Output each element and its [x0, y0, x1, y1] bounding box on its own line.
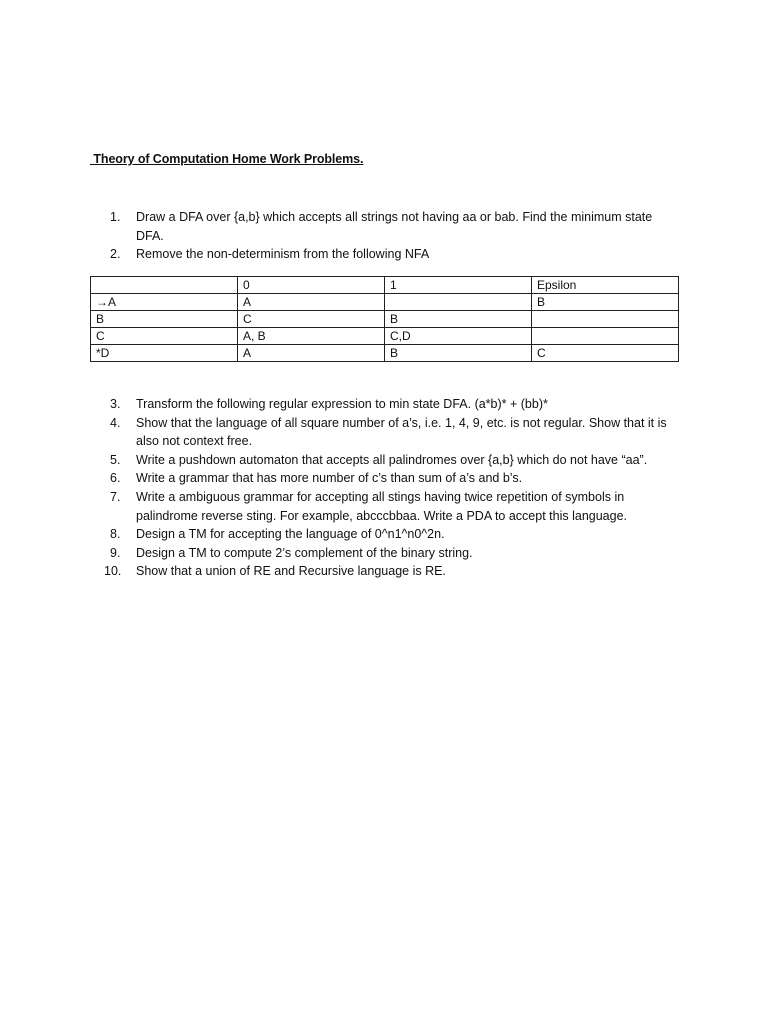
- table-cell: [532, 311, 679, 328]
- table-cell: B: [532, 294, 679, 311]
- document-title: Theory of Computation Home Work Problems.: [90, 152, 364, 166]
- nfa-transition-table: [90, 276, 679, 362]
- problem-item: [104, 562, 680, 581]
- problem-item: [110, 544, 680, 563]
- problem-item: [110, 525, 680, 544]
- table-cell: A, B: [238, 328, 385, 345]
- problem-text: Design a TM for accepting the language of 0^n1^n0^2n.: [136, 527, 445, 542]
- table-cell: C: [91, 328, 238, 345]
- problem-text: Write a grammar that has more number of c’s than sum of a’s and b’s.: [136, 471, 523, 486]
- problem-number: 6.: [110, 471, 121, 486]
- problem-number: 5.: [110, 452, 121, 467]
- problem-text: Draw a DFA over {a,b} which accepts all strings not having aa or bab. Find the minimum state DFA.: [136, 210, 653, 243]
- table-cell: →A: [91, 294, 238, 311]
- table-cell: A: [238, 345, 385, 362]
- table-row: [91, 311, 679, 328]
- table-header-cell: [91, 277, 238, 294]
- problem-number: 8.: [110, 527, 121, 542]
- table-header-cell: Epsilon: [532, 277, 679, 294]
- problem-number: 3.: [110, 397, 121, 411]
- problem-item: [110, 245, 680, 264]
- problem-text: Transform the following regular expression to min state DFA. (a*b)* + (bb)*: [136, 397, 548, 411]
- problem-number: 10.: [104, 564, 122, 579]
- table-cell: B: [385, 345, 532, 362]
- table-cell: B: [385, 311, 532, 328]
- problem-number: 9.: [110, 545, 121, 560]
- table-row: [91, 294, 679, 311]
- problem-number: 1.: [110, 210, 121, 224]
- table-cell: A: [238, 294, 385, 311]
- problem-item: [110, 469, 680, 488]
- problem-item: [110, 208, 680, 245]
- table-cell: [532, 328, 679, 345]
- problem-text: Show that the language of all square number of a’s, i.e. 1, 4, 9, etc. is not regular. Show that it is also not context free.: [136, 415, 667, 449]
- problem-list-part1: [110, 208, 680, 264]
- table-cell: *D: [91, 345, 238, 362]
- problem-text: Write a ambiguous grammar for accepting all stings having twice repetition of symbols in palindrome reverse sting. For example, abcccbbaa. Write a PDA to accept this language.: [136, 489, 627, 523]
- problem-number: 4.: [110, 415, 121, 430]
- problem-text: Show that a union of RE and Recursive language is RE.: [136, 564, 446, 579]
- table-cell: [385, 294, 532, 311]
- problem-number: 2.: [110, 247, 121, 262]
- table-header-row: [91, 277, 679, 294]
- problem-item: [110, 414, 680, 451]
- problem-text: Remove the non-determinism from the following NFA: [136, 247, 430, 262]
- problem-text: Write a pushdown automaton that accepts all palindromes over {a,b} which do not have “aa”.: [136, 452, 648, 467]
- table-row: [91, 328, 679, 345]
- problem-list-part2: [104, 395, 680, 581]
- problem-text: Design a TM to compute 2’s complement of the binary string.: [136, 545, 473, 560]
- table-header-cell: 0: [238, 277, 385, 294]
- table-cell: C,D: [385, 328, 532, 345]
- problem-item: [110, 451, 680, 470]
- problem-item: [110, 395, 680, 414]
- problem-number: 7.: [110, 489, 121, 504]
- table-cell: B: [91, 311, 238, 328]
- table-row: [91, 345, 679, 362]
- table-header-cell: 1: [385, 277, 532, 294]
- problem-item: [110, 488, 680, 525]
- table-cell: C: [532, 345, 679, 362]
- table-cell: C: [238, 311, 385, 328]
